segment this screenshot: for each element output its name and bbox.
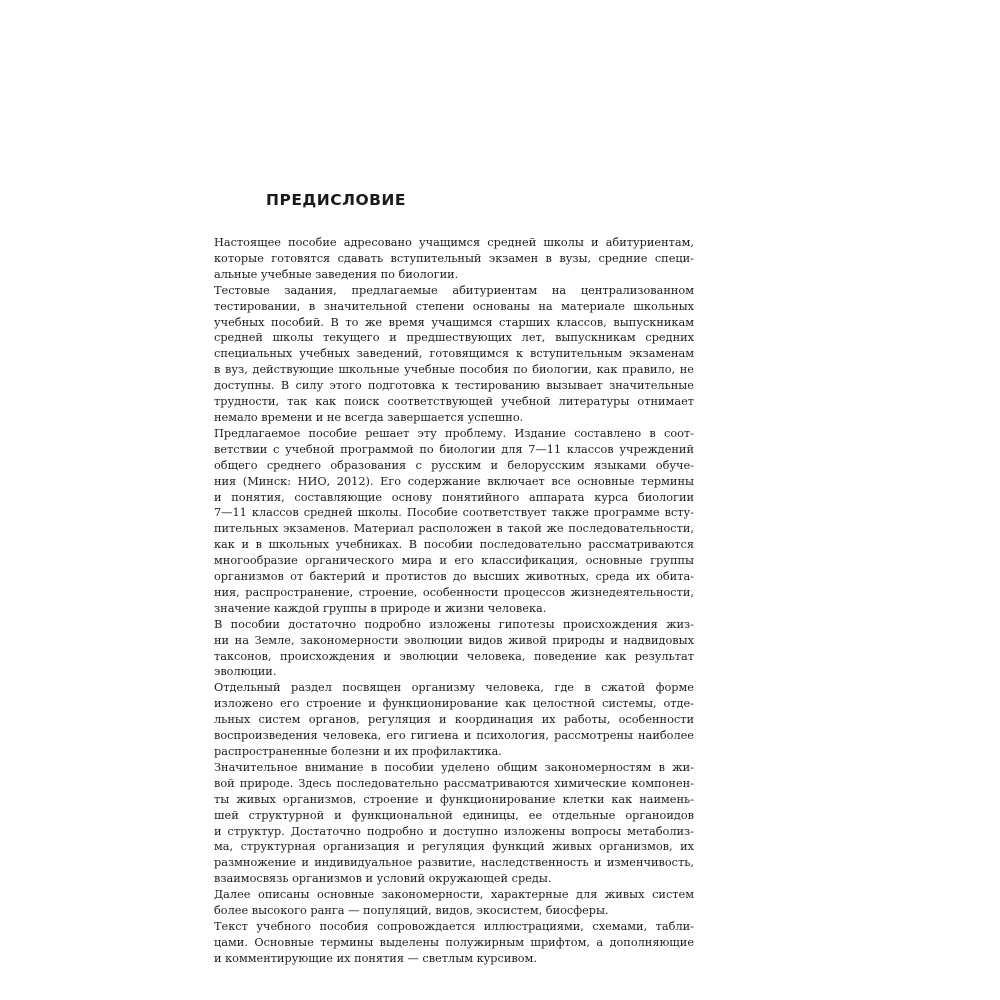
text-line: пительных экзаменов. Материал расположен в такой же последовательности, — [214, 522, 694, 536]
paragraph — [196, 680, 694, 760]
text-line: которые готовятся сдавать вступительный экзамен в вузы, средние специ- — [214, 251, 694, 265]
text-line: взаимосвязь организмов и условий окружающей среды. — [214, 872, 552, 886]
text-line: ни на Земле, закономерности эволюции видов живой природы и надвидовых — [214, 633, 694, 647]
text-line: многообразие органического мира и его классификация, основные группы — [214, 554, 694, 568]
text-line: более высокого ранга — популяций, видов, экосистем, биосферы. — [214, 904, 609, 918]
text-line: В пособии достаточно подробно изложены гипотезы происхождения жиз- — [214, 617, 694, 631]
paragraph — [196, 919, 694, 967]
text-line: 7—11 классов средней школы. Пособие соответствует также программе всту- — [214, 506, 694, 520]
text-line: Настоящее пособие адресовано учащимся средней школы и абитуриентам, — [214, 236, 694, 249]
text-line: как и в школьных учебниках. В пособии последовательно рассматриваются — [214, 538, 694, 552]
preface-body — [196, 235, 694, 967]
text-line: воспроизведения человека, его гигиена и психология, рассмотрены наиболее — [214, 729, 694, 743]
text-line: цами. Основные термины выделены полужирным шрифтом, а дополняющие — [214, 935, 694, 949]
text-line: изложено его строение и функционирование как целостной системы, отде- — [214, 697, 694, 711]
text-line: вой природе. Здесь последовательно рассматриваются химические компонен- — [214, 776, 694, 790]
text-line: тестировании, в значительной степени основаны на материале школьных — [214, 299, 694, 313]
text-line: размножение и индивидуальное развитие, наследственность и изменчивость, — [214, 856, 694, 870]
text-line: общего среднего образования с русским и белорусским языками обуче- — [214, 458, 694, 472]
text-line: учебных пособий. В то же время учащимся старших классов, выпускникам — [214, 315, 694, 329]
text-line: льных систем органов, регуляция и координация их работы, особенности — [214, 713, 694, 727]
text-line: ма, структурная организация и регуляция функций живых организмов, их — [214, 840, 694, 854]
paragraph — [196, 283, 694, 426]
text-line: средней школы текущего и предшествующих лет, выпускникам средних — [214, 331, 694, 345]
text-line: доступны. В силу этого подготовка к тестированию вызывает значительные — [214, 379, 694, 393]
text-line: в вуз, действующие школьные учебные пособия по биологии, как правило, не — [214, 363, 694, 377]
text-line: и понятия, составляющие основу понятийного аппарата курса биологии — [214, 490, 694, 504]
text-line: Текст учебного пособия сопровождается иллюстрациями, схемами, табли- — [214, 919, 694, 933]
text-line: ния, распространение, строение, особенности процессов жизнедеятельности, — [214, 585, 694, 599]
text-line: Предлагаемое пособие решает эту проблему. Издание составлено в соот- — [214, 426, 694, 440]
text-line: Тестовые задания, предлагаемые абитуриентам на централизованном — [214, 283, 694, 297]
text-line: распространенные болезни и их профилактика. — [214, 745, 502, 758]
text-line: организмов от бактерий и протистов до высших животных, среда их обита- — [214, 570, 694, 584]
text-line: ты живых организмов, строение и функционирование клетки как наимень- — [214, 792, 694, 806]
paragraph — [196, 426, 694, 617]
text-line: значение каждой группы в природе и жизни человека. — [214, 601, 547, 615]
text-line: шей структурной и функциональной единицы, ее отдельные органоидов — [214, 808, 694, 822]
text-line: эволюции. — [214, 665, 277, 679]
text-line: и структур. Достаточно подробно и доступно изложены вопросы метаболиз- — [214, 824, 694, 838]
paragraph — [196, 617, 694, 681]
text-line: и комментирующие их понятия — светлым курсивом. — [214, 951, 537, 965]
page-title: ПРЕДИСЛОВИЕ — [266, 191, 406, 209]
text-line: ния (Минск: НИО, 2012). Его содержание включает все основные термины — [214, 474, 694, 488]
paragraph — [196, 887, 694, 919]
paragraph — [196, 760, 694, 887]
text-line: Отдельный раздел посвящен организму человека, где в сжатой форме — [214, 681, 694, 695]
text-line: таксонов, происхождения и эволюции человека, поведение как результат — [214, 649, 694, 663]
text-line: немало времени и не всегда завершается успешно. — [214, 410, 524, 424]
text-line: Далее описаны основные закономерности, характерные для живых систем — [214, 888, 694, 902]
paragraph — [196, 235, 694, 283]
text-line: трудности, так как поиск соответствующей учебной литературы отнимает — [214, 395, 694, 409]
text-line: специальных учебных заведений, готовящимся к вступительным экзаменам — [214, 347, 694, 361]
text-line: ветствии с учебной программой по биологии для 7—11 классов учреждений — [214, 442, 694, 456]
text-line: Значительное внимание в пособии уделено общим закономерностям в жи- — [214, 760, 694, 774]
text-line: альные учебные заведения по биологии. — [214, 267, 459, 281]
